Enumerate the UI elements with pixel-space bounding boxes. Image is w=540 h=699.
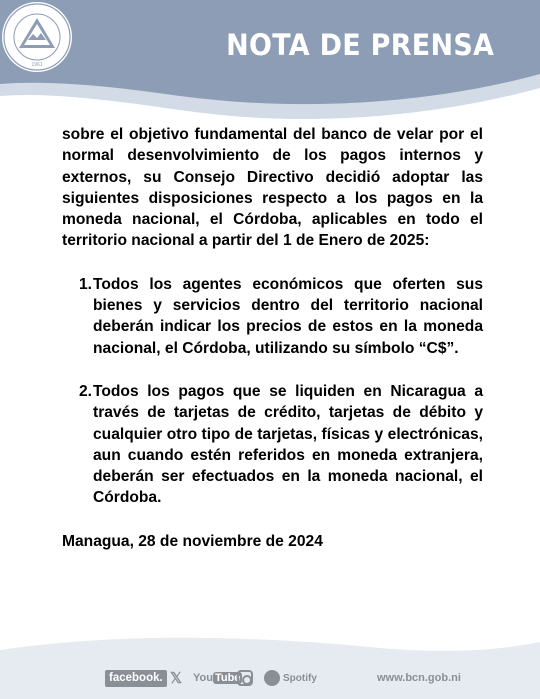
page-title: NOTA DE PRENSA — [226, 28, 494, 62]
list-item-text: Todos los agentes económicos que oferten sus bienes y servicios dentro del territorio nacional deberán indicar los precios de estos en la moneda nacional, el Córdoba, utilizando su símbolo “C$”. — [93, 275, 483, 357]
date-line: Managua, 28 de noviembre de 2024 — [62, 532, 323, 550]
youtube-link[interactable] — [193, 670, 242, 687]
footer — [0, 632, 540, 699]
spotify-label[interactable]: Spotify — [283, 673, 317, 684]
provisions-list — [62, 274, 483, 509]
svg-text:1961: 1961 — [31, 62, 43, 68]
bcn-seal-icon — [0, 0, 74, 74]
facebook-link[interactable]: facebook. — [105, 670, 167, 687]
spotify-icon[interactable] — [264, 670, 280, 686]
website-link[interactable]: www.bcn.gob.ni — [377, 672, 461, 684]
header-banner — [0, 0, 540, 120]
list-item — [62, 381, 483, 509]
list-item-number: 2. — [79, 382, 93, 400]
youtube-label-tube: Tube — [214, 672, 241, 684]
instagram-icon[interactable] — [237, 670, 253, 686]
list-item-text: Todos los pagos que se liquiden en Nicaragua a través de tarjetas de crédito, tarjetas de débito y cualquier otro tipo de tarjetas, físicas y electrónicas, aun cuando estén referidos en moneda extranjera, deberán ser efectuados en la moneda nacional, el Córdoba. — [93, 382, 483, 507]
list-item — [62, 274, 483, 359]
footer-wave-background — [0, 632, 540, 699]
x-icon[interactable]: 𝕏 — [170, 670, 183, 687]
intro-paragraph: sobre el objetivo fundamental del banco de velar por el normal desenvolvimiento de los pagos internos y externos, su Consejo Directivo decidió adoptar las siguientes disposiciones respecto a los pagos en la moneda nacional, el Córdoba, aplicables en todo el territorio nacional a partir del 1 de Enero de 2025: — [62, 126, 483, 250]
list-item-number: 1. — [79, 275, 93, 293]
youtube-label-you: You — [193, 672, 213, 684]
press-release-body — [62, 124, 483, 552]
